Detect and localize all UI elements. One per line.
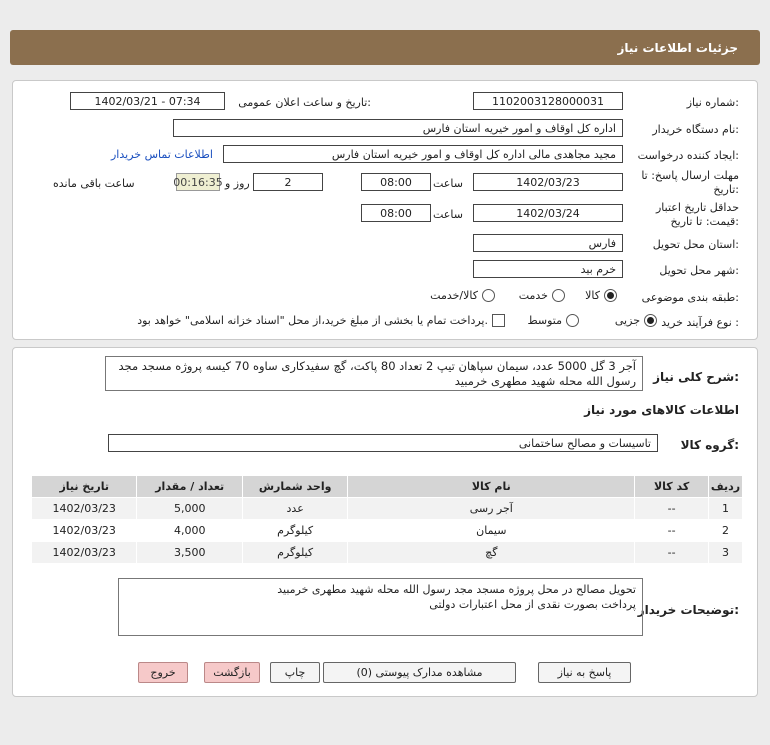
- cell-date: 1402/03/23: [32, 520, 137, 542]
- validity-label-1: حداقل تاریخ اعتبار: [655, 201, 739, 214]
- cell-unit: عدد: [242, 498, 347, 520]
- need-number-field: 1102003128000031: [473, 92, 623, 110]
- table-row: [32, 520, 743, 542]
- attachments-button[interactable]: مشاهده مدارک پیوستی (0): [323, 662, 516, 683]
- reply-button[interactable]: پاسخ به نیاز: [538, 662, 631, 683]
- category-option-service[interactable]: [519, 289, 565, 302]
- page-title: جزئیات اطلاعات نیاز: [617, 40, 738, 55]
- cell-name: سیمان: [348, 520, 635, 542]
- creator-field: مجید مجاهدی مالی اداره کل اوقاف و امور خیریه استان فارس: [223, 145, 623, 163]
- process-option-medium[interactable]: [527, 314, 579, 327]
- validity-date-field: 1402/03/24: [473, 204, 623, 222]
- cell-code: --: [635, 520, 709, 542]
- category-option-goods[interactable]: [585, 289, 617, 302]
- category-label: طبقه بندی موضوعی:: [641, 291, 739, 304]
- col-code-header: کد کالا: [635, 476, 709, 498]
- cell-unit: کیلوگرم: [242, 542, 347, 564]
- cell-code: --: [635, 542, 709, 564]
- process-label: نوع فرآیند خرید :: [661, 316, 739, 329]
- process-option-minor[interactable]: [615, 314, 657, 327]
- category-option-goods-label: کالا: [585, 289, 600, 302]
- details-panel: [12, 347, 758, 697]
- print-button[interactable]: چاپ: [270, 662, 320, 683]
- category-option-both[interactable]: [430, 289, 495, 302]
- validity-time-field: 08:00: [361, 204, 431, 222]
- days-label: روز و: [225, 177, 250, 190]
- cell-date: 1402/03/23: [32, 542, 137, 564]
- province-label: استان محل تحویل:: [652, 238, 739, 251]
- cell-qty: 4,000: [137, 520, 242, 542]
- col-qty-header: تعداد / مقدار: [137, 476, 242, 498]
- description-box: آجر 3 گل 5000 عدد، سیمان سپاهان تیپ 2 تعداد 80 پاکت، گچ سفیدکاری ساوه 70 کیسه پروژه مسجد مجد رسول الله محله شهید مطهری خرمبید: [105, 356, 643, 391]
- process-option-minor-label: جزیی: [614, 314, 640, 327]
- category-option-both-label: کالا/خدمت: [430, 289, 478, 302]
- province-field: فارس: [473, 234, 623, 252]
- cell-code: --: [635, 498, 709, 520]
- goods-group-field: تاسیسات و مصالح ساختمانی: [108, 434, 658, 452]
- city-label: شهر محل تحویل:: [659, 264, 739, 277]
- page-header: [10, 30, 760, 65]
- category-both-radio[interactable]: [482, 289, 495, 302]
- cell-row: 1: [709, 498, 743, 520]
- request-info-panel: [12, 80, 758, 340]
- goods-table: [31, 475, 743, 564]
- payment-checkbox[interactable]: [492, 314, 505, 327]
- category-goods-radio[interactable]: [604, 289, 617, 302]
- cell-unit: کیلوگرم: [242, 520, 347, 542]
- validity-label-2: قیمت: تا تاریخ:: [670, 215, 739, 228]
- table-header-row: [32, 476, 743, 498]
- remaining-time-field: 00:16:35: [176, 173, 220, 191]
- announce-field: 1402/03/21 - 07:34: [70, 92, 225, 110]
- buyer-contact-link[interactable]: اطلاعات تماس خریدار: [111, 148, 213, 161]
- description-label: شرح کلی نیاز:: [653, 370, 739, 384]
- col-row-header: ردیف: [709, 476, 743, 498]
- deadline-date-field: 1402/03/23: [473, 173, 623, 191]
- category-service-radio[interactable]: [552, 289, 565, 302]
- buyer-notes-line-1: تحویل مصالح در محل پروژه مسجد مجد رسول الله محله شهید مطهری خرمبید: [277, 583, 636, 596]
- exit-button[interactable]: خروج: [138, 662, 188, 683]
- cell-qty: 3,500: [137, 542, 242, 564]
- buyer-notes-box: [118, 578, 643, 636]
- category-option-service-label: خدمت: [518, 289, 548, 302]
- payment-note: پرداخت تمام یا بخشی از مبلغ خرید،از محل "اسناد خزانه اسلامی" خواهد بود.: [137, 314, 488, 327]
- validity-time-label: ساعت: [433, 208, 463, 221]
- remaining-label: ساعت باقی مانده: [53, 177, 135, 190]
- buyer-field: اداره کل اوقاف و امور خیریه استان فارس: [173, 119, 623, 137]
- goods-group-label: گروه کالا:: [680, 438, 739, 452]
- days-field: 2: [253, 173, 323, 191]
- table-row: [32, 498, 743, 520]
- announce-label: تاریخ و ساعت اعلان عمومی:: [238, 96, 371, 109]
- city-field: خرم بید: [473, 260, 623, 278]
- cell-qty: 5,000: [137, 498, 242, 520]
- col-name-header: نام کالا: [348, 476, 635, 498]
- buyer-label: نام دستگاه خریدار:: [652, 123, 739, 136]
- need-number-label: شماره نیاز:: [686, 96, 739, 109]
- col-unit-header: واحد شمارش: [242, 476, 347, 498]
- deadline-label-2: تاریخ:: [713, 183, 739, 196]
- deadline-time-field: 08:00: [361, 173, 431, 191]
- buyer-notes-line-2: پرداخت بصورت نقدی از محل اعتبارات دولتی: [429, 598, 636, 611]
- buyer-notes-label: توضیحات خریدار:: [637, 603, 739, 617]
- table-row: [32, 542, 743, 564]
- goods-info-title: اطلاعات کالاهای مورد نیاز: [584, 403, 739, 417]
- cell-row: 2: [709, 520, 743, 542]
- process-option-medium-label: متوسط: [527, 314, 562, 327]
- payment-option[interactable]: [137, 314, 505, 327]
- creator-label: ایجاد کننده درخواست:: [637, 149, 739, 162]
- cell-row: 3: [709, 542, 743, 564]
- deadline-time-label: ساعت: [433, 177, 463, 190]
- col-date-header: تاریخ نیاز: [32, 476, 137, 498]
- process-minor-radio[interactable]: [644, 314, 657, 327]
- cell-date: 1402/03/23: [32, 498, 137, 520]
- cell-name: آجر رسی: [348, 498, 635, 520]
- process-medium-radio[interactable]: [566, 314, 579, 327]
- back-button[interactable]: بازگشت: [204, 662, 260, 683]
- cell-name: گچ: [348, 542, 635, 564]
- deadline-label-1: مهلت ارسال پاسخ: تا: [641, 169, 739, 182]
